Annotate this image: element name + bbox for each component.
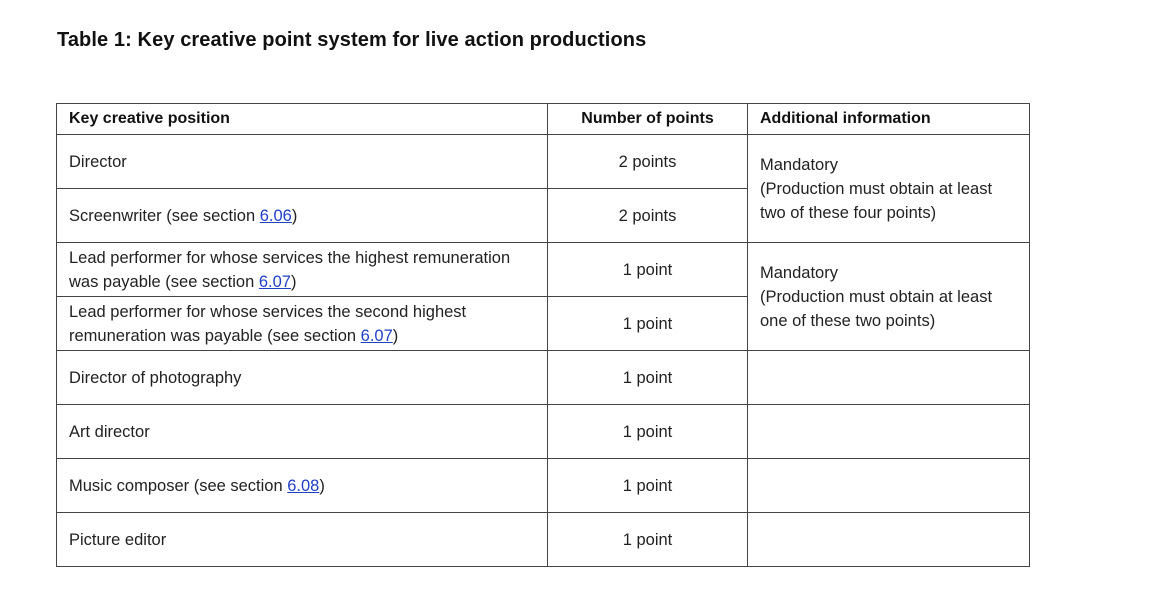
- position-text-suffix: ): [319, 476, 325, 495]
- position-text-suffix: ): [290, 272, 297, 291]
- table-row: [57, 513, 1030, 567]
- info-note: (Production must obtain at least one of these two points): [760, 287, 993, 330]
- position-text-suffix: ): [291, 206, 298, 225]
- position-cell: [57, 459, 548, 513]
- position-cell: [57, 189, 548, 243]
- header-key-creative-position: Key creative position: [57, 104, 548, 135]
- table-row: [57, 351, 1030, 405]
- points-cell: 1 point: [548, 513, 748, 567]
- position-text-suffix: ): [392, 326, 399, 345]
- position-text: Music composer (see section: [69, 476, 288, 495]
- table-row: [57, 243, 1030, 297]
- points-cell: 1 point: [548, 459, 748, 513]
- table-header-row: [57, 104, 1030, 135]
- position-cell: Art director: [57, 405, 548, 459]
- section-link[interactable]: 6.08: [287, 476, 320, 495]
- info-cell: [748, 135, 1030, 243]
- position-cell: Director: [57, 135, 548, 189]
- header-number-of-points: Number of points: [548, 104, 748, 135]
- position-text: Screenwriter (see section: [69, 206, 260, 225]
- points-cell: 1 point: [548, 351, 748, 405]
- position-cell: [57, 297, 548, 351]
- header-additional-information: Additional information: [748, 104, 1030, 135]
- position-cell: Picture editor: [57, 513, 548, 567]
- points-cell: 1 point: [548, 405, 748, 459]
- table-row: [57, 405, 1030, 459]
- table-row: [57, 459, 1030, 513]
- points-cell: 2 points: [548, 189, 748, 243]
- section-link[interactable]: 6.07: [258, 272, 291, 291]
- info-cell-empty: [748, 405, 1030, 459]
- position-cell: Director of photography: [57, 351, 548, 405]
- key-creative-points-table: [56, 103, 1030, 567]
- position-text: Lead performer for whose services the highest remuneration was payable (see section: [69, 248, 511, 291]
- info-note: (Production must obtain at least two of these four points): [760, 179, 993, 222]
- info-mandatory-label: Mandatory: [760, 155, 838, 174]
- position-text: Lead performer for whose services the second highest remuneration was payable (see section: [69, 302, 467, 345]
- points-cell: 2 points: [548, 135, 748, 189]
- info-cell-empty: [748, 459, 1030, 513]
- table-row: [57, 135, 1030, 189]
- points-cell: 1 point: [548, 243, 748, 297]
- points-cell: 1 point: [548, 297, 748, 351]
- info-mandatory-label: Mandatory: [760, 263, 838, 282]
- section-link[interactable]: 6.06: [259, 206, 292, 225]
- info-cell: [748, 243, 1030, 351]
- position-cell: [57, 243, 548, 297]
- info-cell-empty: [748, 351, 1030, 405]
- table-title: Table 1: Key creative point system for live action productions: [57, 29, 647, 51]
- section-link[interactable]: 6.07: [360, 326, 393, 345]
- info-cell-empty: [748, 513, 1030, 567]
